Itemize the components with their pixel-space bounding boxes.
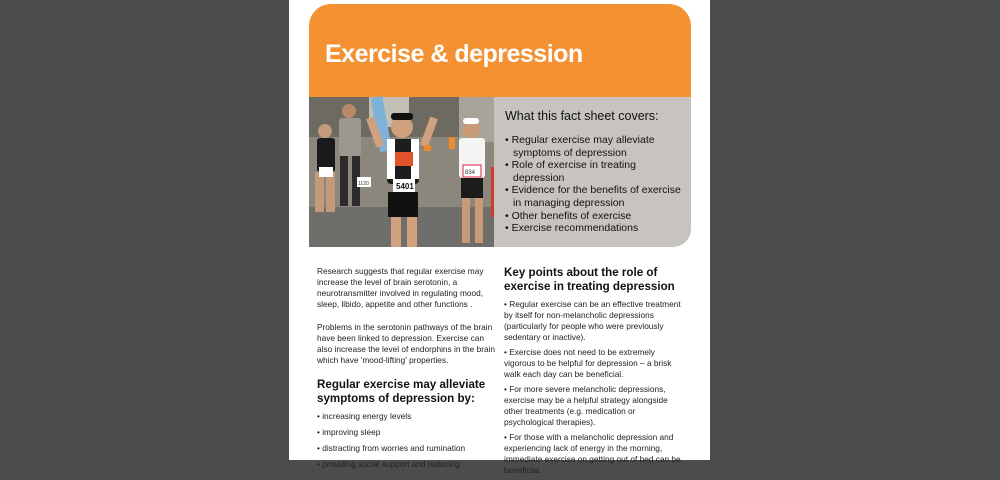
right-column [504,266,686,480]
endorphins-paragraph: Problems in the serotonin pathways of the brain have been linked to depression. Exercise can also increase the level of endorphins in the brain which have 'mood-lifting' properties. [317,322,496,365]
key-point: • For more severe melancholic depressions, exercise may be a helpful strategy alongside other treatments (e.g. medication or psychological therapies). [504,384,668,427]
fact-sheet-covers-box [494,97,691,247]
covers-item: • Exercise recommendations [505,222,681,235]
key-point: • For those with a melancholic depression and experiencing lack of energy in the morning, immediate exercise on getting out of bed can be beneficial. [504,432,681,475]
alleviate-heading: Regular exercise may alleviate symptoms of depression by: [317,378,486,405]
bib-number-right: 834 [465,170,476,176]
covers-item: • Role of exercise in treating depression [505,159,681,184]
alleviate-bullet: • increasing energy levels [317,411,412,421]
covers-item: • Evidence for the benefits of exercise in managing depression [505,184,681,209]
covers-item: • Regular exercise may alleviate symptoms of depression [505,134,681,159]
serotonin-paragraph: Research suggests that regular exercise may increase the level of brain serotonin, a neurotransmitter involved in regulating mood, sleep, libido, appetite and other functions . [317,266,484,309]
alleviate-bullet: • providing social support and reducing [317,459,460,469]
title-banner [309,4,691,97]
page-title: Exercise & depression [325,40,583,68]
alleviate-bullet: • distracting from worries and rumination [317,443,466,453]
alleviate-bullet: • improving sleep [317,427,381,437]
key-points-list [504,299,686,476]
runners-photo [309,97,494,247]
key-point: • Exercise does not need to be extremely vigorous to be helpful for depression – a brisk walk each day can be beneficial. [504,347,672,379]
runners-illustration [309,97,494,247]
covers-item: • Other benefits of exercise [505,210,681,223]
covers-list [505,134,681,235]
bib-number-left: 1120 [358,181,369,187]
covers-heading: What this fact sheet covers: [505,109,659,123]
document-page [289,0,710,475]
bib-number-main: 5401 [396,182,414,191]
key-points-heading: Key points about the role of exercise in treating depression [504,266,675,293]
key-point: • Regular exercise can be an effective treatment by itself for non-melancholic depressions (particularly for people who were previously sedentary or inactive). [504,299,681,342]
left-column [317,266,497,475]
